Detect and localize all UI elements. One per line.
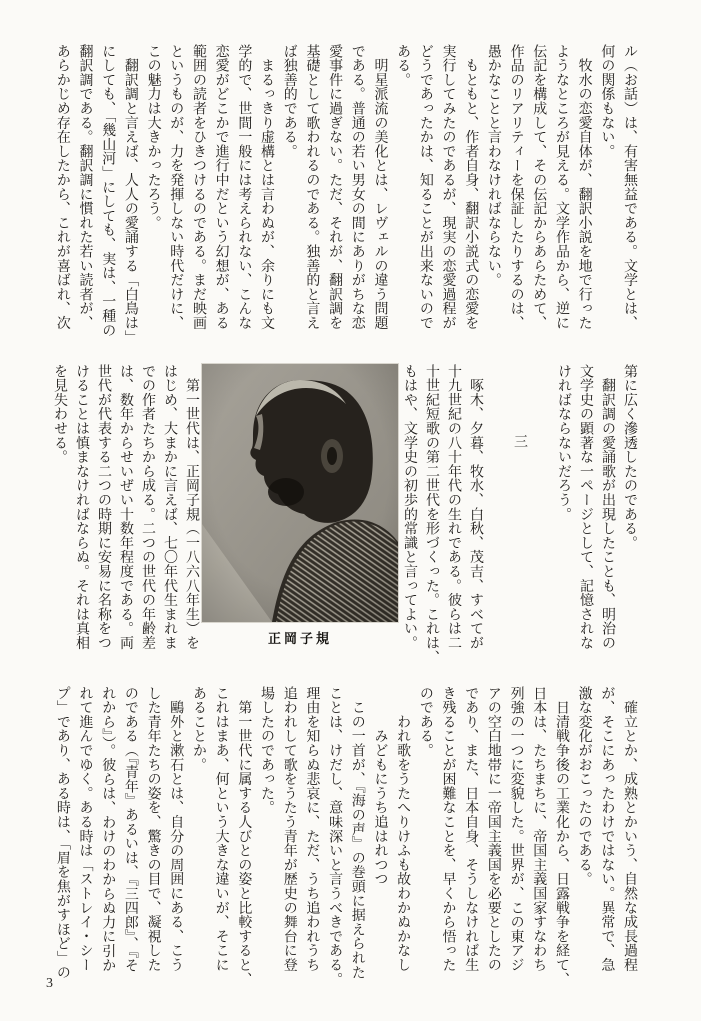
photo-caption: 正岡子規 (267, 631, 332, 646)
text-column: 第に広く滲透したのである。 (622, 364, 637, 550)
text-column: もともと、作者自身、翻訳小説式の恋愛を (463, 44, 479, 330)
text-column: これはまあ、何という大きな違いが、そこに (213, 686, 229, 972)
text-column: 鷗外と漱石とは、自分の周囲にある、こう (168, 686, 184, 972)
text-column: ようなところが見える。文学作品から、逆に (553, 44, 569, 330)
text-column: 十九世紀の八十年代の生れである。彼らは二 (446, 364, 461, 650)
text-column: もはや、文学史の初歩的常識と言ってよい。 (402, 364, 417, 650)
text-column: れて進んでゆく。ある時は「ストレイ・シー (77, 686, 93, 972)
text-column: ば独善的である。 (281, 44, 297, 159)
middle-text-band (48, 364, 640, 666)
text-column: 追われして歌をうたう青年が歴史の舞台に登 (281, 686, 297, 972)
blank-column (530, 364, 552, 666)
text-column: どうであったかは、知ることが出来ないので (417, 44, 433, 330)
text-column: での作者たちから成る。二つの世代の年齢差 (140, 364, 155, 650)
text-column: 恋愛がどこかで進行中だという幻想が、ある (213, 44, 229, 330)
top-text-band (48, 44, 640, 346)
text-column: 日本は、たちまちに、帝国主義国家すなわち (531, 686, 547, 972)
text-column: 第一世代は、正岡子規（一八六八年生）を (184, 364, 199, 650)
section-heading: 三 (512, 434, 527, 450)
text-column: はじめ、大まかに言えば、七〇年代生まれま (162, 364, 177, 650)
text-column: 啄木、夕暮、牧水、白秋、茂吉、すべてが (468, 364, 483, 650)
text-column: は、数年からせいぜい十数年程度である。両 (118, 364, 133, 650)
text-column: みどもにうち追はれつつ (372, 686, 388, 887)
text-column: 第一世代に属する人びとの姿と比較すると、 (236, 686, 252, 987)
text-column: にしても、「幾山河」にしても、実は、一種の (100, 44, 116, 338)
text-column: れから』）。彼らは、わけのわからぬ力に引か (100, 686, 116, 973)
text-column: けることは慎まなければならぬ。それは真相 (74, 364, 89, 650)
text-column: を見失わせる。 (52, 364, 67, 465)
text-column: 牧水の恋愛自体が、翻訳小説を地で行った (576, 44, 592, 330)
text-column: 激な変化がおこったのである。 (576, 686, 592, 887)
text-column: 範囲の読者をひきつけるのである。まだ映画 (190, 44, 206, 330)
text-column: 文学史の顕著な一ページとして、記憶されな (578, 364, 593, 650)
text-column: プ」であり、ある時は、「眉を焦がすほど」の (54, 686, 70, 980)
page-number: 3 (46, 976, 54, 991)
text-column: 場したのであった。 (259, 686, 274, 815)
text-column: のである（『青年』あるいは、『三四郎』、『そ (122, 686, 138, 973)
text-column: 日清戦争後の工業化から、日露戦争を経て、 (553, 686, 569, 987)
text-column: 翻訳調の愛誦歌が出現したことも、明治の (600, 364, 615, 650)
text-column: この一首が、『海の声』の巻頭に据えられた (349, 686, 365, 980)
text-column: われ歌をうたへりけふも故わかぬかなし (395, 686, 411, 972)
text-column: 愚かなことと言わなければならない。 (485, 44, 501, 288)
text-column: 確立とか、成熟とかいう、自然な成長過程 (622, 686, 637, 972)
text-column: 理由を知らぬ悲哀に、ただ、うち追われうち (304, 686, 320, 972)
text-column: した青年たちの姿を、驚きの目で、凝視した (145, 686, 161, 972)
text-column: であり、また、日本自身、そうしなければ生 (463, 686, 479, 972)
text-column: 明星派流の美化とは、レヴェルの違う問題 (372, 44, 388, 330)
text-column: が、そこにあったわけではない。異常で、急 (599, 686, 615, 972)
text-column: 伝記を構成して、その伝記からあらためて、 (531, 44, 547, 330)
text-column: き残ることが困難なことを、早くから悟った (440, 686, 456, 972)
blank-column (486, 364, 508, 666)
text-column: アの空白地帯に一帝国主義国を必要としたの (485, 686, 501, 972)
bottom-text-band (48, 686, 640, 988)
text-column: である。普通の若い男女の間にありがちな恋 (349, 44, 365, 330)
text-column: 学的で、世間一般には考えられない、こんな (236, 44, 252, 330)
text-column: 作品のリアリティーを保証したりするのは、 (508, 44, 524, 330)
masaoka-shiki-portrait-photo (202, 364, 398, 622)
text-column: 愛事件に過ぎない。ただ、それが、翻訳調を (327, 44, 343, 330)
text-column: 何の関係もない。 (599, 44, 615, 159)
text-column: 基礎として歌われるのである。独善的と言え (304, 44, 320, 330)
portrait-figure (202, 364, 398, 666)
text-column: というものが、力を発揮しない時代だけに、 (168, 44, 184, 330)
text-column: 翻訳調である。翻訳調に慣れた若い読者が、 (77, 44, 93, 330)
text-column: のである。 (417, 686, 433, 758)
text-column: ければならないだろう。 (556, 364, 571, 522)
text-column: 実行してみたのであるが、現実の恋愛過程が (440, 44, 456, 330)
text-column: まるっきり虚構とは言わぬが、余りにも文 (259, 44, 274, 330)
text-column: あらかじめ存在したから、これが喜ばれ、次 (54, 44, 70, 330)
text-column: ことは、けだし、意味深いと言うべきである。 (327, 686, 343, 987)
text-column: 世代が代表する二つの時期に安易に名称をつ (96, 364, 111, 650)
text-column: この魅力は大きかったろう。 (145, 44, 161, 230)
text-column: ル（お話）は、有害無益である。文学とは、 (622, 44, 637, 330)
text-column: ある。 (395, 44, 411, 87)
text-column: 列強の一つに変貌した。世界が、この東アジ (508, 686, 524, 972)
text-column: 十世紀短歌の第二世代を形づくった。これは、 (424, 364, 439, 665)
text-column: 翻訳調と言えば、人人の愛誦する「白鳥は」 (122, 44, 138, 345)
text-column: あることか。 (190, 686, 206, 772)
